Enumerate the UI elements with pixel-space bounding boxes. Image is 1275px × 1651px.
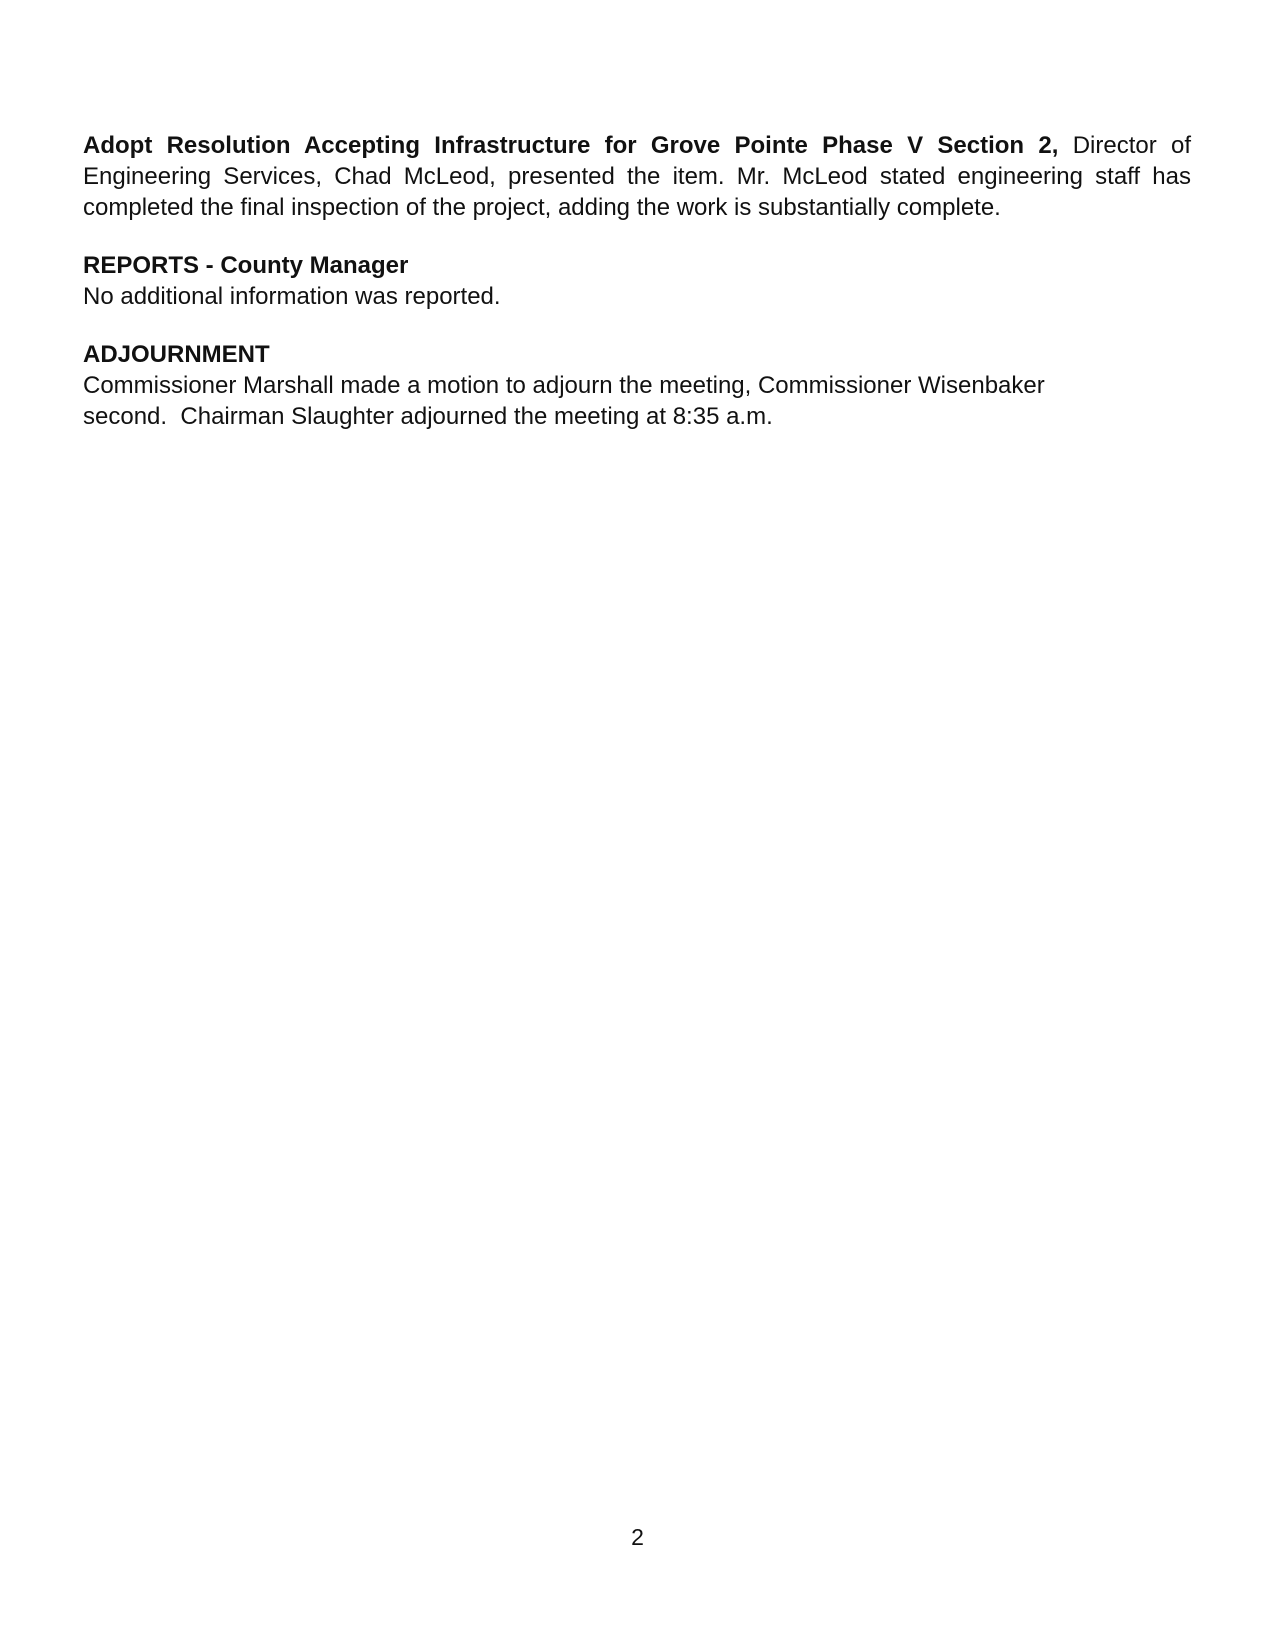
reports-heading: REPORTS - County Manager	[83, 252, 409, 279]
resolution-paragraph	[83, 130, 1191, 223]
reports-section	[83, 250, 1191, 312]
section-spacer	[83, 312, 1191, 339]
adjournment-line-1: Commissioner Marshall made a motion to adjourn the meeting, Commissioner Wisenbaker	[83, 372, 1045, 399]
document-content	[83, 130, 1191, 432]
adjournment-heading: ADJOURNMENT	[83, 341, 270, 368]
adjournment-section	[83, 339, 1191, 432]
resolution-title: Adopt Resolution Accepting Infrastructure for Grove Pointe Phase V Section 2,	[83, 132, 1059, 159]
resolution-body: Director of Engineering Services, Chad McLeod, presented the item. Mr. McLeod stated engineering staff has completed the final inspection of the project, adding the work is substantially complete.	[83, 132, 1191, 221]
page-number: 2	[631, 1524, 644, 1550]
section-spacer	[83, 223, 1191, 250]
reports-body: No additional information was reported.	[83, 283, 501, 310]
adjournment-line-2: second. Chairman Slaughter adjourned the meeting at 8:35 a.m.	[83, 403, 773, 430]
